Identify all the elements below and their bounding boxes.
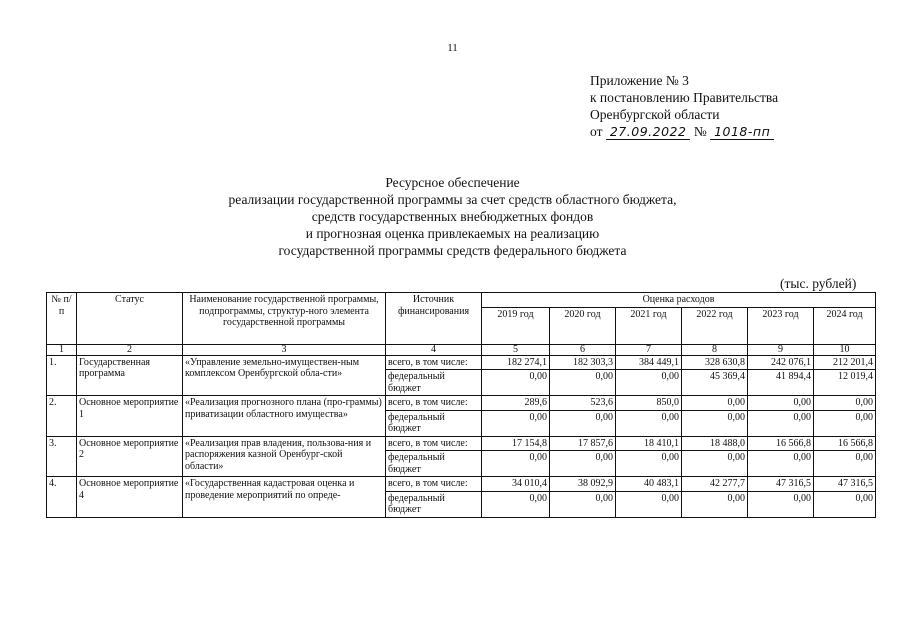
value-cell: 242 076,1 — [748, 355, 814, 370]
value-cell: 0,00 — [616, 410, 682, 436]
title-line: и прогнозная оценка привлекаемых на реализацию — [305, 226, 600, 241]
header-status: Статус — [77, 293, 183, 345]
column-index: 4 — [386, 344, 482, 355]
value-cell: 0,00 — [748, 396, 814, 411]
value-cell: 212 201,4 — [814, 355, 876, 370]
row-status: Государственная программа — [77, 355, 183, 396]
row-status: Основное мероприятие 2 — [77, 436, 183, 477]
header-year: 2022 год — [682, 307, 748, 344]
row-status: Основное мероприятие 4 — [77, 477, 183, 518]
units-label: (тыс. рублей) — [780, 276, 857, 291]
value-cell: 0,00 — [550, 410, 616, 436]
value-cell: 182 303,3 — [550, 355, 616, 370]
title-line: реализации государственной программы за счет средств областного бюджета, — [228, 192, 677, 207]
appendix-line: Приложение № 3 — [590, 73, 689, 88]
source-total-label: всего, в том числе: — [386, 396, 482, 411]
row-num: 2. — [47, 396, 77, 437]
date-prefix: от — [590, 124, 603, 139]
value-cell: 38 092,9 — [550, 477, 616, 492]
value-cell: 47 316,5 — [748, 477, 814, 492]
value-cell: 0,00 — [682, 451, 748, 477]
value-cell: 17 857,6 — [550, 436, 616, 451]
number-prefix: № — [693, 124, 707, 139]
value-cell: 16 566,8 — [814, 436, 876, 451]
column-index: 1 — [47, 344, 77, 355]
value-cell: 289,6 — [482, 396, 550, 411]
header-year: 2024 год — [814, 307, 876, 344]
title-line: средств государственных внебюджетных фондов — [311, 209, 594, 224]
value-cell: 0,00 — [550, 370, 616, 396]
value-cell: 0,00 — [616, 491, 682, 517]
row-name: «Государственная кадастровая оценка и проведение мероприятий по опреде- — [183, 477, 386, 518]
source-total-label: всего, в том числе: — [386, 355, 482, 370]
title-line: Ресурсное обеспечение — [385, 175, 520, 190]
value-cell: 16 566,8 — [748, 436, 814, 451]
header-source: Источник финансирования — [386, 293, 482, 345]
value-cell: 0,00 — [482, 370, 550, 396]
header-year: 2020 год — [550, 307, 616, 344]
source-total-label: всего, в том числе: — [386, 477, 482, 492]
header-year: 2021 год — [616, 307, 682, 344]
value-cell: 0,00 — [814, 396, 876, 411]
value-cell: 18 488,0 — [682, 436, 748, 451]
column-index: 2 — [77, 344, 183, 355]
value-cell: 0,00 — [814, 491, 876, 517]
column-index: 3 — [183, 344, 386, 355]
appendix-line: к постановлению Правительства — [590, 90, 779, 105]
value-cell: 384 449,1 — [616, 355, 682, 370]
value-cell: 0,00 — [482, 410, 550, 436]
header-year: 2019 год — [482, 307, 550, 344]
header-row — [47, 293, 876, 308]
source-total-label: всего, в том числе: — [386, 436, 482, 451]
value-cell: 42 277,7 — [682, 477, 748, 492]
source-federal-label: федеральный бюджет — [386, 410, 482, 436]
value-cell: 0,00 — [814, 451, 876, 477]
value-cell: 0,00 — [682, 396, 748, 411]
header-estimate: Оценка расходов — [482, 293, 876, 308]
value-cell: 40 483,1 — [616, 477, 682, 492]
column-index: 5 — [482, 344, 550, 355]
value-cell: 0,00 — [682, 491, 748, 517]
source-federal-label: федеральный бюджет — [386, 491, 482, 517]
appendix-block — [590, 72, 778, 140]
value-cell: 328 630,8 — [682, 355, 748, 370]
value-cell: 41 894,4 — [748, 370, 814, 396]
column-index: 8 — [682, 344, 748, 355]
value-cell: 47 316,5 — [814, 477, 876, 492]
column-index: 6 — [550, 344, 616, 355]
value-cell: 34 010,4 — [482, 477, 550, 492]
value-cell: 0,00 — [682, 410, 748, 436]
row-num: 3. — [47, 436, 77, 477]
header-num: № п/п — [47, 293, 77, 345]
value-cell: 850,0 — [616, 396, 682, 411]
value-cell: 45 369,4 — [682, 370, 748, 396]
row-name: «Управление земельно-имуществен-ным комплексом Оренбургской обла-сти» — [183, 355, 386, 396]
appendix-date-line — [590, 123, 778, 140]
value-cell: 0,00 — [748, 491, 814, 517]
document-title — [0, 174, 905, 259]
column-index: 10 — [814, 344, 876, 355]
source-federal-label: федеральный бюджет — [386, 451, 482, 477]
row-name: «Реализация прогнозного плана (про-граммы) приватизации областного имущества» — [183, 396, 386, 437]
value-cell: 0,00 — [814, 410, 876, 436]
value-cell: 0,00 — [482, 491, 550, 517]
header-year: 2023 год — [748, 307, 814, 344]
column-index-row — [47, 344, 876, 355]
row-num: 1. — [47, 355, 77, 396]
value-cell: 12 019,4 — [814, 370, 876, 396]
page-number: 11 — [447, 42, 458, 54]
source-federal-label: федеральный бюджет — [386, 370, 482, 396]
value-cell: 0,00 — [748, 410, 814, 436]
table-row — [47, 436, 876, 451]
row-name: «Реализация прав владения, пользова-ния и распоряжения казной Оренбург-ской области» — [183, 436, 386, 477]
value-cell: 0,00 — [616, 451, 682, 477]
value-cell: 17 154,8 — [482, 436, 550, 451]
header-name: Наименование государственной программы, подпрограммы, структур-ного элемента государственной программы — [183, 293, 386, 345]
handwritten-number: 1018-пп — [710, 124, 774, 140]
value-cell: 18 410,1 — [616, 436, 682, 451]
handwritten-date: 27.09.2022 — [606, 124, 691, 140]
table-row — [47, 477, 876, 492]
value-cell: 182 274,1 — [482, 355, 550, 370]
value-cell: 0,00 — [616, 370, 682, 396]
value-cell: 0,00 — [550, 451, 616, 477]
column-index: 7 — [616, 344, 682, 355]
table-row — [47, 355, 876, 370]
value-cell: 0,00 — [550, 491, 616, 517]
resource-table — [46, 292, 876, 518]
table-row — [47, 396, 876, 411]
value-cell: 0,00 — [482, 451, 550, 477]
row-num: 4. — [47, 477, 77, 518]
value-cell: 523,6 — [550, 396, 616, 411]
appendix-line: Оренбургской области — [590, 107, 720, 122]
value-cell: 0,00 — [748, 451, 814, 477]
row-status: Основное мероприятие 1 — [77, 396, 183, 437]
column-index: 9 — [748, 344, 814, 355]
title-line: государственной программы средств федерального бюджета — [278, 243, 627, 258]
